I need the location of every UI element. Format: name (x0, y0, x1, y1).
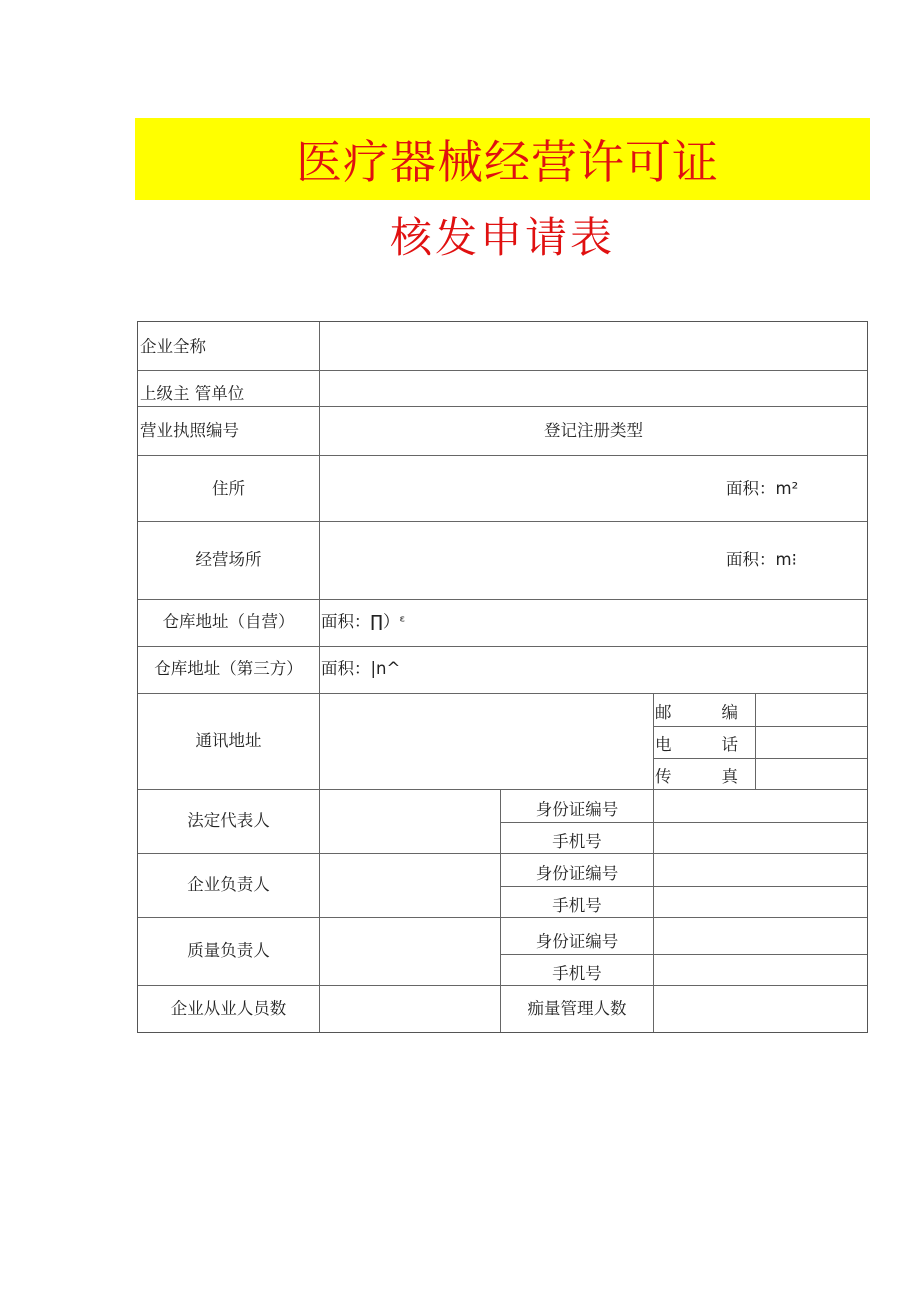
residence-area: 面积：m² (726, 479, 799, 498)
label-staff-count: 企业从业人员数 (170, 999, 287, 1018)
label-fax (655, 766, 738, 788)
label-license-no: 营业执照编号 (140, 421, 239, 440)
label-business-place: 经营场所 (195, 550, 262, 569)
label-fax-char: 真 (721, 767, 738, 786)
business-place-area: 面积：m⁝ (726, 550, 797, 569)
row-divider (138, 370, 867, 371)
row-divider (500, 954, 867, 955)
row-divider (138, 985, 867, 986)
label-registration-type: 登记注册类型 (544, 421, 643, 440)
row-divider (653, 758, 867, 759)
column-divider (755, 693, 756, 789)
warehouse-third-party-area: 面积：|n^ (321, 659, 401, 678)
title-band (135, 118, 870, 200)
label-phone-char: 电 (655, 735, 672, 754)
row-divider (138, 455, 867, 456)
label-postcode-char: 邮 (655, 703, 672, 722)
label-id-number: 身份证编号 (535, 864, 619, 883)
document-title: 医疗器械经营许可证 (296, 135, 719, 189)
label-postcode (655, 702, 738, 724)
label-postcode-char: 编 (721, 703, 738, 722)
label-phone (655, 734, 738, 756)
row-divider (138, 521, 867, 522)
row-divider (500, 886, 867, 887)
row-divider (138, 789, 867, 790)
label-mobile: 手机号 (552, 832, 602, 851)
label-phone-char: 话 (721, 735, 738, 754)
label-enterprise-head: 企业负责人 (187, 875, 270, 894)
label-id-number: 身份证编号 (535, 932, 619, 951)
row-divider (653, 726, 867, 727)
label-mobile: 手机号 (552, 896, 602, 915)
warehouse-self-area: 面积：∏）ᵋ (321, 612, 406, 631)
label-superior-unit: 上级主 管单位 (140, 384, 245, 403)
row-divider (138, 917, 867, 918)
label-fax-char: 传 (655, 767, 672, 786)
label-residence: 住所 (212, 479, 245, 498)
column-divider (653, 789, 654, 1032)
label-id-number: 身份证编号 (535, 800, 619, 819)
label-mailing-address: 通讯地址 (195, 731, 262, 750)
document-subtitle: 核发申请表 (389, 213, 615, 262)
row-divider (138, 406, 867, 407)
label-warehouse-third-party: 仓库地址（第三方） (154, 659, 303, 678)
label-enterprise-name: 企业全称 (140, 337, 206, 356)
row-divider (138, 693, 867, 694)
application-form (137, 321, 868, 1033)
row-divider (138, 853, 867, 854)
row-divider (138, 599, 867, 600)
label-mobile: 手机号 (552, 964, 602, 983)
row-divider (138, 646, 867, 647)
label-quality-head: 质量负责人 (187, 941, 270, 960)
label-quality-management-count: 痂量管理人数 (527, 999, 627, 1018)
column-divider (653, 693, 654, 789)
label-legal-representative: 法定代表人 (187, 811, 270, 830)
label-warehouse-self: 仓库地址（自营） (162, 612, 295, 631)
row-divider (500, 822, 867, 823)
